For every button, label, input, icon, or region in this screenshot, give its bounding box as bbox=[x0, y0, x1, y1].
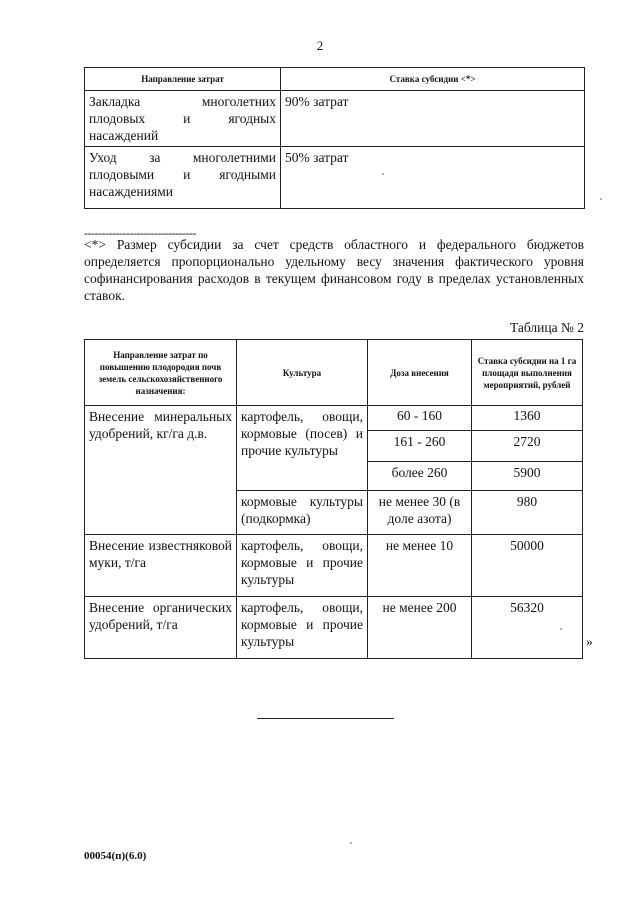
page-number: 2 bbox=[316, 38, 324, 53]
direction-cell: Закладка многолетних плодовых и ягодных насаждений bbox=[85, 91, 281, 147]
closing-quote: » bbox=[586, 634, 593, 649]
direction-cell: Внесение минеральных удобрений, кг/га д.в. bbox=[85, 406, 237, 535]
dose-cell: 60 - 160 bbox=[368, 406, 472, 431]
rate-cell: 5900 bbox=[472, 462, 583, 491]
dose-cell: не менее 30 (в доле азота) bbox=[368, 491, 472, 535]
dose-cell: 161 - 260 bbox=[368, 431, 472, 462]
culture-cell: кормовые культуры (подкормка) bbox=[237, 491, 368, 535]
direction-cell: Уход за многолетними плодовыми и ягодными насаждениями bbox=[85, 147, 281, 209]
table-row bbox=[85, 535, 583, 597]
subsidy-rate-table bbox=[84, 67, 585, 209]
direction-cell: Внесение известняковой муки, т/га bbox=[85, 535, 237, 597]
column-header-rate: Ставка субсидии <*> bbox=[281, 68, 585, 91]
footnote-text: <*> Размер субсидии за счет средств областного и федерального бюджетов определяется пропорционально удельному весу значения фактического уровня софинансирования расходов в текущем финансовом году в пределах установленных ставок. bbox=[84, 237, 584, 303]
rate-cell: 50000 bbox=[472, 535, 583, 597]
culture-cell: картофель, овощи, кормовые и прочие культуры bbox=[237, 535, 368, 597]
scan-speck bbox=[350, 842, 352, 844]
rate-cell: 56320 bbox=[472, 597, 583, 659]
table-row bbox=[85, 91, 585, 147]
column-header-dose: Доза внесения bbox=[368, 340, 472, 406]
culture-cell: картофель, овощи, кормовые (посев) и прочие культуры bbox=[237, 406, 368, 491]
rate-cell: 2720 bbox=[472, 431, 583, 462]
rate-cell: 90% затрат bbox=[281, 91, 585, 147]
rate-cell: 980 bbox=[472, 491, 583, 535]
document-code: 00054(п)(6.0) bbox=[84, 850, 147, 862]
direction-cell: Внесение органических удобрений, т/га bbox=[85, 597, 237, 659]
table-row bbox=[85, 147, 585, 209]
table-header-row bbox=[85, 68, 585, 91]
table-header-row bbox=[85, 340, 583, 406]
column-header-direction: Направление затрат по повышению плодородия почв земель сельскохозяйственного назначения: bbox=[85, 340, 237, 406]
rate-cell: 1360 bbox=[472, 406, 583, 431]
dose-cell: не менее 10 bbox=[368, 535, 472, 597]
table-caption: Таблица № 2 bbox=[510, 320, 584, 335]
table-row bbox=[85, 597, 583, 659]
column-header-rate: Ставка субсидии на 1 га площади выполнения мероприятий, рублей bbox=[472, 340, 583, 406]
culture-cell: картофель, овощи, кормовые и прочие культуры bbox=[237, 597, 368, 659]
dose-cell: не менее 200 bbox=[368, 597, 472, 659]
footnote-separator: -------------------------------- bbox=[84, 226, 196, 240]
end-rule bbox=[257, 718, 394, 719]
rate-cell: 50% затрат bbox=[281, 147, 585, 209]
column-header-direction: Направление затрат bbox=[85, 68, 281, 91]
dose-cell: более 260 bbox=[368, 462, 472, 491]
column-header-culture: Культура bbox=[237, 340, 368, 406]
scan-speck bbox=[382, 173, 384, 175]
fertility-subsidy-table bbox=[84, 339, 583, 659]
table-row bbox=[85, 406, 583, 431]
scan-speck bbox=[560, 628, 562, 630]
scan-speck bbox=[600, 198, 602, 200]
